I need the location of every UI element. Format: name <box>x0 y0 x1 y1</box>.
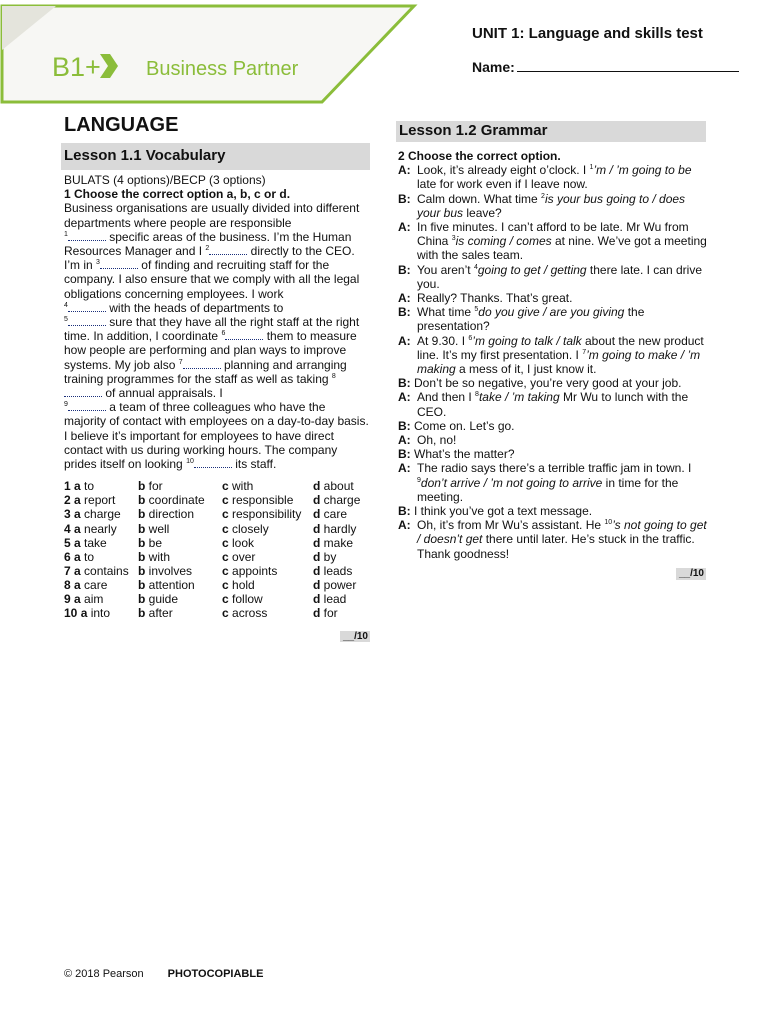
option-row <box>64 479 360 493</box>
option-row <box>64 493 360 507</box>
answer-gap-8[interactable] <box>64 386 102 397</box>
name-field[interactable] <box>472 58 739 75</box>
option-c[interactable]: c follow <box>222 592 263 607</box>
option-row <box>64 536 360 550</box>
option-a[interactable]: 9 a aim <box>64 592 104 607</box>
brand-level: B1+ <box>52 52 101 82</box>
option-row <box>64 606 360 620</box>
dialogue-line: B: I think you’ve got a text message. <box>398 504 593 519</box>
option-d[interactable]: d care <box>313 507 348 522</box>
answer-gap-1[interactable] <box>68 230 106 241</box>
choice-option[interactable]: take / ’m taking <box>478 390 560 405</box>
choice-option[interactable]: is coming / comes <box>455 234 552 249</box>
option-a[interactable]: 3 a charge <box>64 507 121 522</box>
option-b[interactable]: b attention <box>138 577 195 592</box>
options-note: BULATS (4 options)/BECP (3 options) <box>64 173 266 187</box>
option-d[interactable]: d leads <box>313 563 353 578</box>
option-d[interactable]: d power <box>313 577 357 592</box>
option-a[interactable]: 2 a report <box>64 493 116 508</box>
dialogue-line: A: The radio says there’s a terrible traffic jam in town. I $^9$don’t arrive / ’m not going to arrive in time for the meeting. <box>398 461 692 504</box>
option-b[interactable]: b guide <box>138 592 179 607</box>
vocabulary-exercise <box>64 173 370 620</box>
option-c[interactable]: c closely <box>222 521 269 536</box>
option-b[interactable]: b coordinate <box>138 493 205 508</box>
option-c[interactable]: c with <box>222 479 254 494</box>
vocabulary-passage: Business organisations are usually divided into different departments where people are responsible $^1$ specific areas of the business. I’m the Human Resources Manager and I $^2$ directly to the CEO. I’m in $^3$ of finding and recruiting staff for the company. I also ensure that we comply with all the legal obligations concerning employees. I work $^4$ with the heads of departments to $^5$ sure that they have all the right staff at the right time. In addition, I coordinate $^6$ them to measure how people are performing and plan ways to improve systems. My job also $^7$ planning and arranging training programmes for the staff as well as taking $^8$ of annual appraisals. I $^9$ a team of three colleagues who have the majority of contact with employees on a day-to-day basis. I believe it’s important for employees to have direct contact with us during working hours. The company prides itself on looking $^{10}$ its staff. <box>64 201 369 472</box>
option-a[interactable]: 1 a to <box>64 479 95 494</box>
option-a[interactable]: 8 a care <box>64 577 108 592</box>
answer-gap-10[interactable] <box>194 457 232 468</box>
choice-option[interactable]: ’s not going to get / doesn’t get <box>417 518 707 547</box>
vocabulary-score: __/10 <box>340 631 370 642</box>
dialogue-line: A: At 9.30. I $^6$’m going to talk / talk about the new product line. It’s my first presentation. I $^7$’m going to make / ’m making a mess of it, I just know it. <box>398 333 704 377</box>
option-d[interactable]: d hardly <box>313 521 357 536</box>
option-row <box>64 507 360 521</box>
answer-gap-3[interactable] <box>100 258 138 269</box>
option-b[interactable]: b well <box>138 521 170 536</box>
dialogue-line: A: Oh, it’s from Mr Wu’s assistant. He $^{10}$’s not going to get / doesn’t get there until later. He’s stuck in the traffic. Thank goodness! <box>398 518 707 561</box>
brand-name: Business Partner <box>146 58 299 80</box>
choice-option[interactable]: ’m / ’m going to be <box>593 163 692 178</box>
option-d[interactable]: d charge <box>313 493 361 508</box>
dialogue <box>398 163 708 561</box>
option-b[interactable]: b after <box>138 606 173 621</box>
option-c[interactable]: c across <box>222 606 268 621</box>
option-a[interactable]: 7 a contains <box>64 563 129 578</box>
answer-gap-4[interactable] <box>68 301 106 312</box>
option-b[interactable]: b direction <box>138 507 195 522</box>
option-b[interactable]: b for <box>138 479 163 494</box>
answer-gap-5[interactable] <box>68 315 106 326</box>
option-d[interactable]: d about <box>313 479 354 494</box>
option-row <box>64 592 360 606</box>
dialogue-line: B: Don’t be so negative, you’re very good at your job. <box>398 376 682 391</box>
option-c[interactable]: c over <box>222 549 256 564</box>
dialogue-line: A: In five minutes. I can’t afford to be late. Mr Wu from China $^3$is coming / comes at nine. We’ve got a meeting with the sales team. <box>398 220 707 263</box>
option-d[interactable]: d by <box>313 549 337 564</box>
name-underline[interactable] <box>517 58 739 72</box>
choice-option[interactable]: going to get / getting <box>477 262 587 277</box>
answer-gap-2[interactable] <box>209 244 247 255</box>
choice-option[interactable]: is your bus going to / does your bus <box>417 191 686 220</box>
dialogue-line: B: Come on. Let’s go. <box>398 418 515 433</box>
section-heading: LANGUAGE <box>64 114 179 136</box>
dialogue-line: A: Look, it’s already eight o’clock. I $^1$’m / ’m going to be late for work even if I leave now. <box>398 163 692 192</box>
option-b[interactable]: b with <box>138 549 171 564</box>
dialogue-line: A: Really? Thanks. That’s great. <box>398 291 573 306</box>
option-row <box>64 550 360 564</box>
option-c[interactable]: c appoints <box>222 563 278 578</box>
option-d[interactable]: d make <box>313 535 354 550</box>
option-c[interactable]: c look <box>222 535 255 550</box>
option-row <box>64 522 360 536</box>
exercise-1-title: 1 Choose the correct option a, b, c or d. <box>64 187 291 202</box>
option-a[interactable]: 5 a take <box>64 535 107 550</box>
answer-gap-7[interactable] <box>183 358 221 369</box>
footer <box>64 968 263 980</box>
dialogue-line: A: Oh, no! <box>398 433 457 448</box>
exercise-2-title: 2 Choose the correct option. <box>398 149 561 163</box>
option-a[interactable]: 6 a to <box>64 549 95 564</box>
grammar-score: __/10 <box>676 568 706 580</box>
choice-option[interactable]: ’m going to make / ’m making <box>417 347 701 377</box>
dialogue-line: A: And then I $^8$take / ’m taking Mr Wu to lunch with the CEO. <box>398 390 689 419</box>
lesson-title-vocabulary: Lesson 1.1 Vocabulary <box>61 143 370 170</box>
grammar-exercise <box>398 149 708 561</box>
option-c[interactable]: c hold <box>222 577 255 592</box>
name-label: Name: <box>472 59 515 75</box>
option-row <box>64 578 360 592</box>
answer-gap-9[interactable] <box>68 400 106 411</box>
photocopiable-label: PHOTOCOPIABLE <box>167 968 264 980</box>
choice-option[interactable]: don’t arrive / ’m not going to arrive <box>420 475 603 490</box>
lesson-title-grammar: Lesson 1.2 Grammar <box>396 121 706 142</box>
answer-gap-6[interactable] <box>225 329 263 340</box>
copyright: © 2018 Pearson <box>64 968 144 980</box>
choice-option[interactable]: ’m going to talk / talk <box>472 333 582 348</box>
option-row <box>64 564 360 578</box>
option-c[interactable]: c responsible <box>222 493 294 508</box>
option-b[interactable]: b be <box>138 535 163 550</box>
option-c[interactable]: c responsibility <box>222 507 302 522</box>
choice-option[interactable]: do you give / are you giving <box>478 305 625 320</box>
brand-banner <box>0 0 420 106</box>
option-d[interactable]: d lead <box>313 592 347 607</box>
unit-title: UNIT 1: Language and skills test <box>472 25 703 42</box>
dialogue-line: B: What’s the matter? <box>398 447 515 462</box>
option-a[interactable]: 4 a nearly <box>64 521 117 536</box>
dialogue-line: B: What time $^5$do you give / are you giving the presentation? <box>398 305 645 334</box>
option-b[interactable]: b involves <box>138 563 193 578</box>
dialogue-line: B: Calm down. What time $^2$is your bus going to / does your bus leave? <box>398 191 686 220</box>
dialogue-line: B: You aren’t $^4$going to get / getting there late. I can drive you. <box>398 262 702 291</box>
option-d[interactable]: d for <box>313 606 338 621</box>
options-table <box>64 479 360 620</box>
option-a[interactable]: 10 a into <box>64 606 111 621</box>
